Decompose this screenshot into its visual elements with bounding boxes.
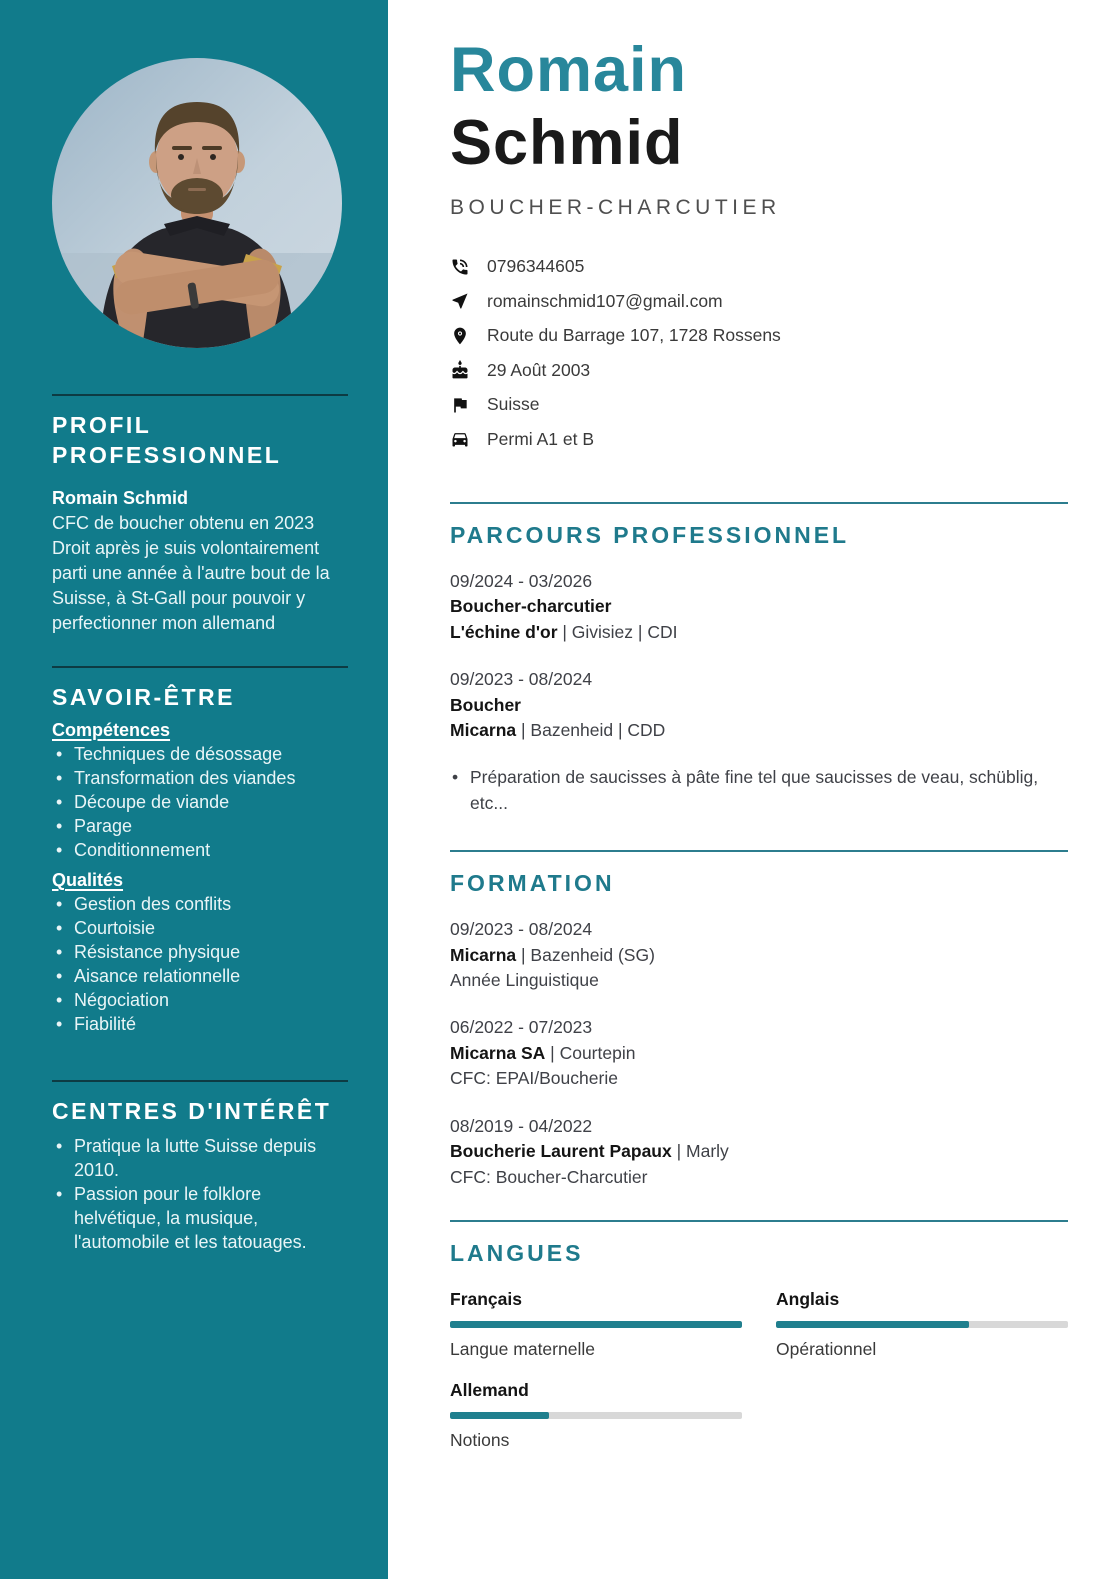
language-level: Opérationnel <box>776 1338 877 1359</box>
language-progress-bar <box>450 1321 742 1328</box>
languages-grid <box>450 1289 1068 1451</box>
list-item: • Parage <box>52 814 348 838</box>
first-name: Romain <box>450 35 688 105</box>
contact-row-birthdate <box>450 360 1068 382</box>
job-title: BOUCHER-CHARCUTIER <box>450 196 781 219</box>
contact-row-address <box>450 325 1068 347</box>
list-item: • Conditionnement <box>52 838 348 862</box>
main-column <box>388 0 1114 1451</box>
language-level: Notions <box>450 1429 510 1450</box>
list-item: • Résistance physique <box>52 940 348 964</box>
phone-icon <box>450 257 470 277</box>
list-item: • Gestion des conflits <box>52 892 348 916</box>
interests-list <box>52 1134 348 1254</box>
driving-license: Permi A1 et B <box>487 428 594 449</box>
language-progress-bar <box>776 1321 1068 1328</box>
experience-entry <box>450 667 1068 743</box>
email-address: romainschmid107@gmail.com <box>487 290 723 311</box>
entry-dates: 09/2023 - 08/2024 <box>450 919 593 940</box>
entry-dates: 09/2024 - 03/2026 <box>450 571 593 591</box>
divider <box>450 850 1068 852</box>
languages-section-heading: LANGUES <box>450 1239 584 1266</box>
entry-role: Boucher-charcutier <box>450 596 612 617</box>
divider <box>52 394 348 396</box>
list-item: • Techniques de désossage <box>52 742 348 766</box>
location-pin-icon <box>450 326 470 346</box>
birthday-cake-icon <box>450 360 470 380</box>
contact-row-license <box>450 429 1068 451</box>
entry-role: Boucher <box>450 694 521 715</box>
experience-entry <box>450 569 1068 645</box>
list-item: • Pratique la lutte Suisse depuis 2010. <box>52 1134 348 1182</box>
list-item: • Découpe de viande <box>52 790 348 814</box>
qualities-list <box>52 892 348 1036</box>
entry-dates: 08/2019 - 04/2022 <box>450 1115 593 1136</box>
language-level: Langue maternelle <box>450 1338 595 1359</box>
language-progress-bar <box>450 1412 742 1419</box>
profile-text-line2: Droit après je suis volontairement parti une année à l'autre bout de la Suisse, à St-Gall pour pouvoir y perfectionner mon allemand <box>52 538 330 633</box>
divider <box>52 666 348 668</box>
phone-number: 0796344605 <box>487 256 585 277</box>
divider <box>52 1080 348 1082</box>
divider <box>450 1220 1068 1222</box>
contact-block <box>450 256 1068 450</box>
interests-heading: CENTRES D'INTÉRÊT <box>52 1098 332 1124</box>
contact-row-nationality <box>450 394 1068 416</box>
entry-dates: 09/2023 - 08/2024 <box>450 669 593 690</box>
nationality: Suisse <box>487 394 540 415</box>
contact-row-email <box>450 291 1068 313</box>
entry-org: L'échine d'or | Givisiez | CDI <box>450 621 678 642</box>
avatar <box>52 58 342 348</box>
education-section-heading: FORMATION <box>450 870 615 897</box>
experience-bullet: • Préparation de saucisses à pâte fine tel que saucisses de veau, schüblig, etc... <box>450 765 1068 816</box>
list-item: • Aisance relationnelle <box>52 964 348 988</box>
page-title <box>450 34 1068 180</box>
education-entry <box>450 917 1068 993</box>
skills-list <box>52 742 348 862</box>
send-icon <box>450 291 470 311</box>
entry-detail: CFC: Boucher-Charcutier <box>450 1166 648 1187</box>
flag-icon <box>450 395 470 415</box>
qualities-group-label: Qualités <box>52 870 124 890</box>
last-name: Schmid <box>450 108 684 178</box>
entry-org: Boucherie Laurent Papaux | Marly <box>450 1141 729 1162</box>
skills-group-label: Compétences <box>52 720 171 740</box>
language-item <box>450 1289 742 1360</box>
language-item <box>776 1289 1068 1360</box>
profile-section-heading: PROFIL PROFESSIONNEL <box>52 412 282 468</box>
list-item: • Transformation des viandes <box>52 766 348 790</box>
experience-section-heading: PARCOURS PROFESSIONNEL <box>450 522 850 548</box>
language-progress-fill <box>776 1321 969 1328</box>
car-icon <box>450 429 470 449</box>
entry-dates: 06/2022 - 07/2023 <box>450 1017 593 1038</box>
portrait-photo <box>52 58 342 348</box>
entry-org: Micarna SA | Courtepin <box>450 1042 636 1063</box>
language-progress-fill <box>450 1412 549 1419</box>
entry-org: Micarna | Bazenheid (SG) <box>450 944 655 965</box>
list-item: • Passion pour le folklore helvétique, la musique, l'automobile et les tatouages. <box>52 1182 348 1254</box>
list-item: • Fiabilité <box>52 1012 348 1036</box>
profile-name: Romain Schmid <box>52 488 189 508</box>
contact-row-phone <box>450 256 1068 278</box>
entry-detail: Année Linguistique <box>450 970 599 991</box>
list-item: • Courtoisie <box>52 916 348 940</box>
birth-date: 29 Août 2003 <box>487 359 591 380</box>
soft-skills-heading: SAVOIR-ÊTRE <box>52 684 235 710</box>
language-name: Français <box>450 1288 522 1309</box>
profile-text-line1: CFC de boucher obtenu en 2023 <box>52 513 315 533</box>
language-name: Allemand <box>450 1379 529 1400</box>
postal-address: Route du Barrage 107, 1728 Rossens <box>487 325 781 346</box>
education-entry <box>450 1015 1068 1091</box>
education-entry <box>450 1114 1068 1190</box>
language-name: Anglais <box>776 1288 840 1309</box>
sidebar <box>0 0 388 1579</box>
list-item: • Négociation <box>52 988 348 1012</box>
entry-org: Micarna | Bazenheid | CDD <box>450 720 666 741</box>
entry-detail: CFC: EPAI/Boucherie <box>450 1068 618 1089</box>
divider <box>450 502 1068 504</box>
language-item <box>450 1380 742 1451</box>
language-progress-fill <box>450 1321 742 1328</box>
